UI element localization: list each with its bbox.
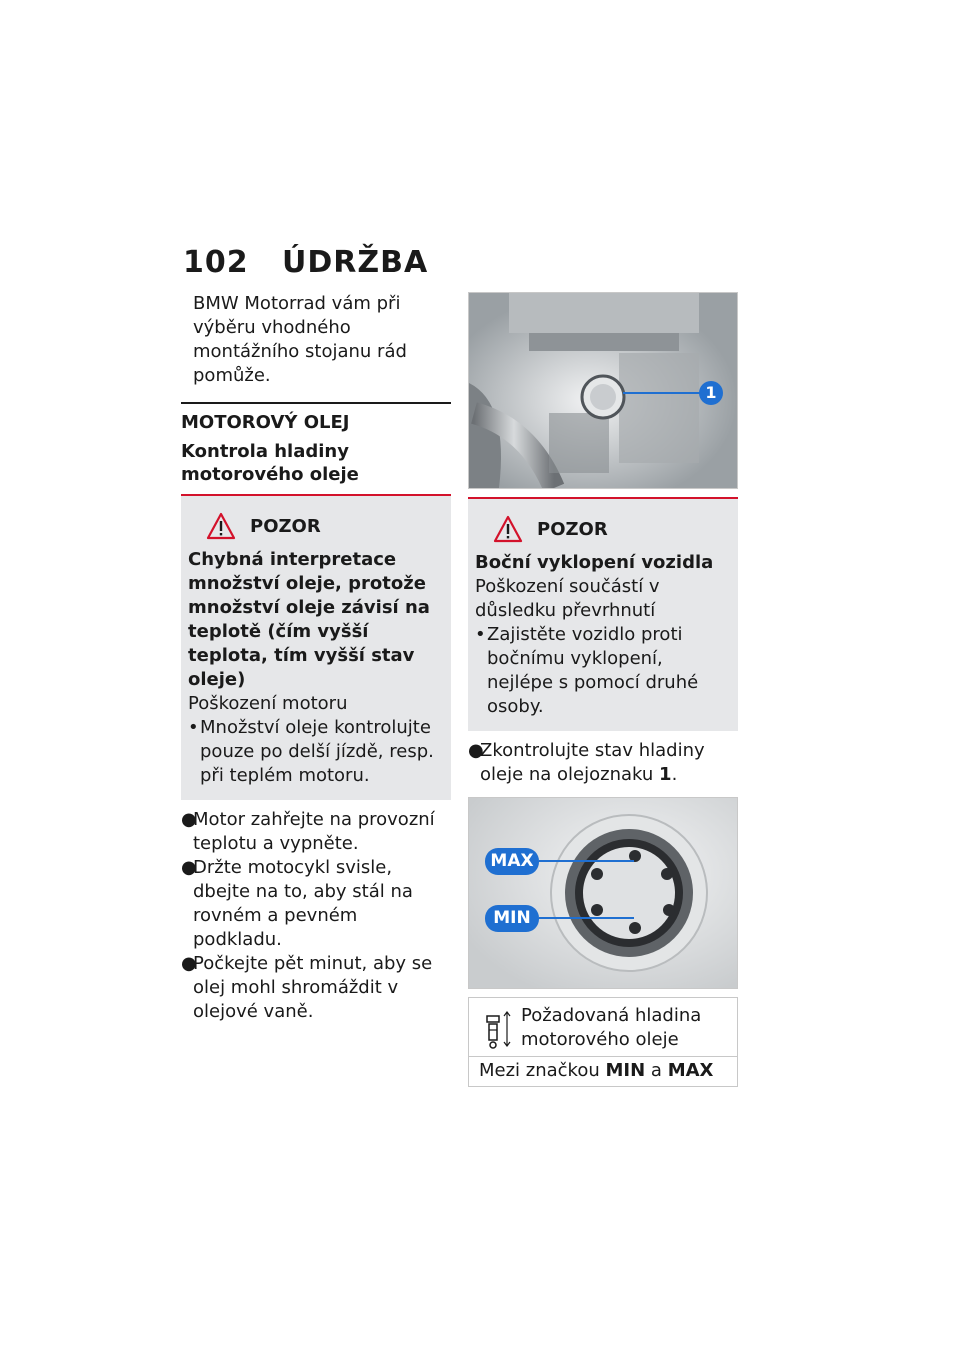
warning-box-tipping — [468, 497, 738, 731]
oil-sight-glass-illustration — [468, 797, 738, 989]
warning-box-temperature — [181, 494, 451, 800]
page-title: ÚDRŽBA — [282, 245, 429, 280]
right-column — [468, 292, 738, 1087]
max-label: MAX — [490, 851, 534, 871]
warning-bullet: • Množství oleje kontrolujte pouze po delší jízdě, resp. při teplém motoru. — [188, 717, 434, 786]
left-column — [181, 292, 451, 1024]
warning-triangle-icon — [493, 515, 523, 543]
warning-title: Chybná interpretace množství oleje, protože množství oleje závisí na teplotě (čím vyšší teplota, tím vyšší stav oleje) — [188, 549, 430, 690]
spec-table — [468, 997, 738, 1087]
callout-1: 1 — [705, 383, 717, 402]
page-number: 102 — [183, 245, 249, 280]
warning-consequence: Poškození motoru — [188, 693, 348, 714]
min-label: MIN — [493, 908, 531, 928]
section-heading: MOTOROVÝ OLEJ — [181, 402, 451, 434]
list-item: ● Motor zahřejte na provozní teplotu a vypněte. — [181, 809, 435, 854]
spec-header-row — [469, 998, 737, 1057]
step-reference: 1 — [659, 764, 672, 785]
engine-photo — [468, 292, 738, 489]
list-item: ● Počkejte pět minut, aby se olej mohl shromáždit v olejové vaně. — [181, 953, 433, 1022]
warning-bullet: • Zajistěte vozidlo proti bočnímu vyklopení, nejlépe s pomocí druhé osoby. — [475, 624, 699, 717]
warning-label: POZOR — [250, 515, 321, 537]
spec-value-row: Mezi značkou MIN a MAX — [479, 1060, 714, 1081]
warning-label: POZOR — [537, 518, 608, 540]
subheading: Kontrola hladiny motorového oleje — [181, 441, 359, 485]
warning-consequence: Poškození součástí v důsledku převrhnutí — [475, 576, 660, 621]
list-item: ● Držte motocykl svisle, dbejte na to, aby stál na rovném a pevném podkladu. — [181, 857, 413, 950]
warning-title: Boční vyklopení vozidla — [475, 552, 714, 573]
steps-list — [181, 808, 451, 1024]
oil-level-dipstick-icon — [479, 1008, 515, 1052]
warning-triangle-icon — [206, 512, 236, 540]
intro-text: BMW Motorrad vám při výběru vhodného montážního stojanu rád pomůže. — [193, 293, 407, 386]
engine-illustration — [469, 293, 737, 488]
list-item: ● Zkontrolujte stav hladiny oleje na olejoznaku 1. — [468, 740, 705, 785]
warning-header — [188, 510, 442, 542]
spec-label: Požadovaná hladina motorového oleje — [521, 1005, 702, 1050]
warning-header — [475, 513, 729, 545]
